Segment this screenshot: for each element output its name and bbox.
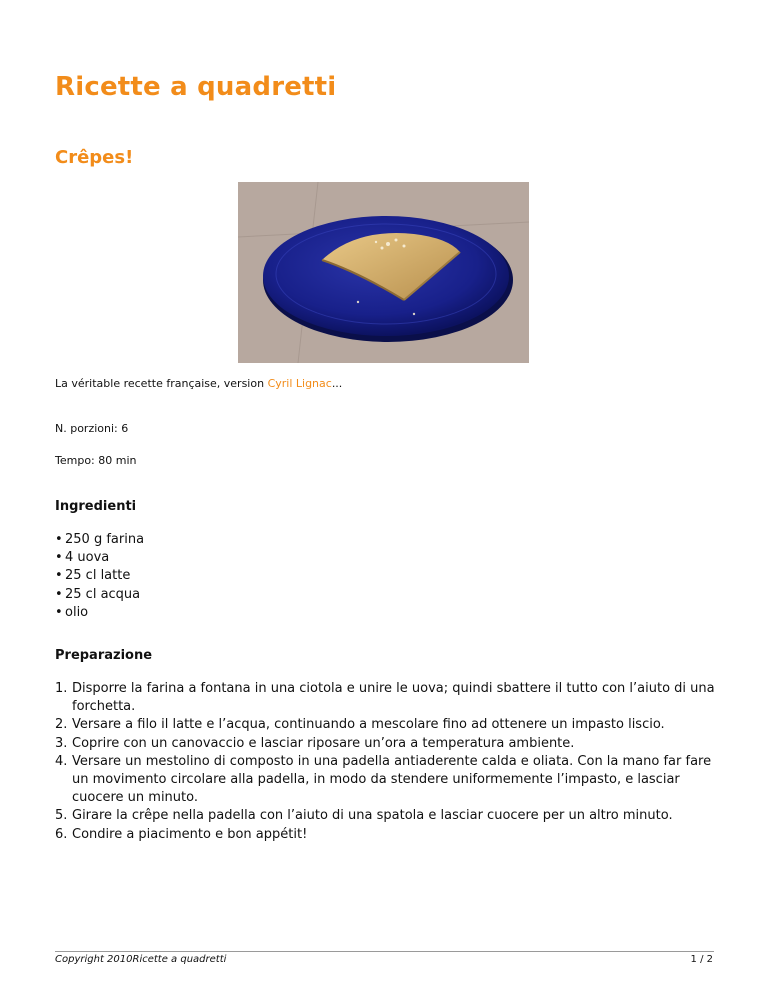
recipe-intro [55,377,342,390]
portions: N. porzioni: 6 [55,422,129,435]
ingredient-item: • olio [55,604,144,622]
step-text: Versare a filo il latte e l’acqua, continuando a mescolare fino ad ottenere un impasto liscio. [72,717,665,733]
site-title: Ricette a quadretti [55,72,337,102]
cooking-time: Tempo: 80 min [55,454,137,467]
step-item [55,807,715,825]
ingredients-list [55,531,144,622]
cyril-lignac-link[interactable]: Cyril Lignac [267,377,332,390]
page-number: 1 / 2 [690,954,713,965]
step-number: 3. [55,735,68,751]
intro-suffix: ... [331,377,343,390]
step-text: Disporre la farina a fontana in una ciotola e unire le uova; quindi sbattere il tutto con l’aiuto di una forchetta. [72,681,715,715]
step-item [55,680,715,716]
ingredient-item: • 250 g farina [55,531,144,549]
step-text: Condire a piacimento e bon appétit! [72,826,308,842]
step-number: 6. [55,826,68,842]
footer-copyright: Copyright 2010Ricette a quadretti [55,954,227,965]
recipe-title: Crêpes! [55,147,134,168]
step-item [55,826,715,844]
preparation-heading: Preparazione [55,648,153,663]
ingredient-item: • 25 cl latte [55,567,144,585]
footer-divider [55,951,714,952]
step-item [55,735,715,753]
ingredient-item: • 4 uova [55,549,144,567]
step-item [55,716,715,734]
preparation-steps [55,680,715,844]
step-number: 4. [55,753,68,769]
crepe-photo [238,182,529,363]
step-text: Coprire con un canovaccio e lasciar riposare un’ora a temperatura ambiente. [72,735,575,751]
ingredients-heading: Ingredienti [55,499,137,514]
intro-text: La véritable recette française, version [55,377,268,390]
step-number: 1. [55,681,68,696]
step-text: Versare un mestolino di composto in una padella antiaderente calda e oliata. Con la mano far fare un movimento circolare alla padella, in modo da stendere uniformemente l’impasto, e lasciar cuocere un minuto. [72,753,712,806]
step-number: 5. [55,808,68,824]
step-text: Girare la crêpe nella padella con l’aiuto di una spatola e lasciar cuocere per un altro minuto. [72,808,673,824]
ingredient-item: • 25 cl acqua [55,586,144,604]
step-item [55,753,715,808]
step-number: 2. [55,717,68,733]
